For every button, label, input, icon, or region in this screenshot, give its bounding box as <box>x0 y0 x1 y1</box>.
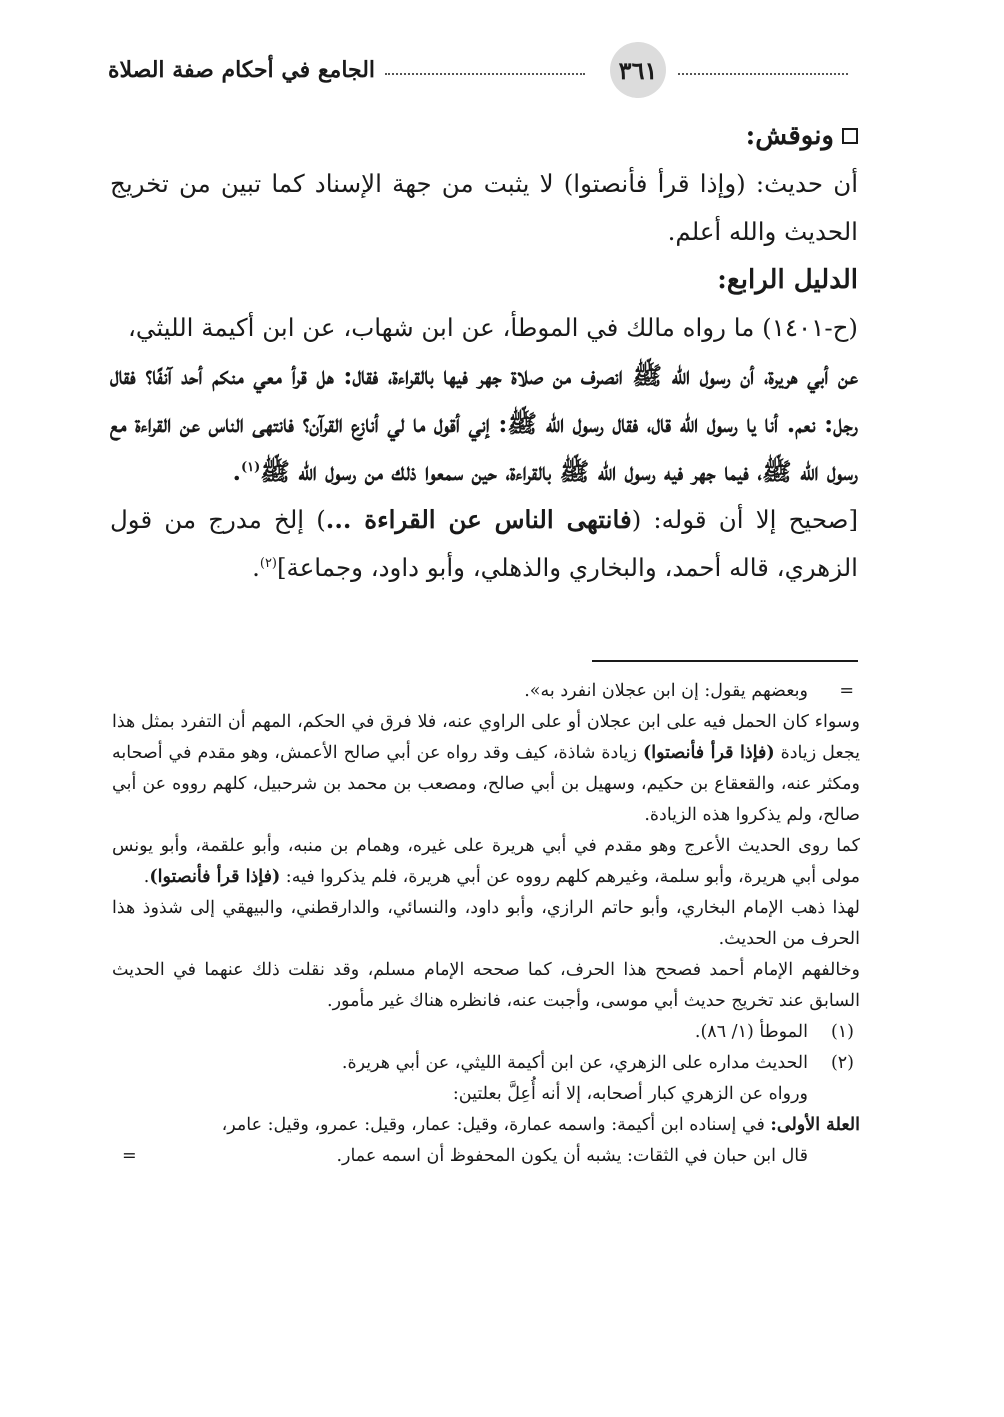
footnote-para2-b: . <box>143 867 150 887</box>
footnote-para1 <box>112 707 860 831</box>
footnote-2-illa <box>112 1110 860 1141</box>
illa-label: العلة الأولى: <box>770 1115 860 1135</box>
book-title: الجامع في أحكام صفة الصلاة <box>108 57 376 83</box>
footnote-para3: لهذا ذهب الإمام البخاري، وأبو حاتم الرازي، وأبو داود، والنسائي، والدارقطني، والبيهقي إلى شذوذ هذا الحرف من الحديث. <box>112 898 860 949</box>
header-dots-left <box>678 73 848 75</box>
footnote-continuation-line <box>112 676 860 707</box>
footnote-para2-bold: (فإذا قرأ فأنصتوا) <box>149 867 281 887</box>
footnote-para2-a: كما روى الحديث الأعرج وهو مقدم في أبي هريرة على غيره، وهمام بن منبه، وأبو علقمة، وأبو يونس مولى أبي هريرة، وأبو سلمة، وغيرهم كلهم رووه عن أبي هريرة، فلم يذكروا فيه: <box>112 836 860 887</box>
hadith-intro: (ح-١٤٠١) ما رواه مالك في الموطأ، عن ابن شهاب، عن ابن أكيمة الليثي، <box>127 313 858 342</box>
evidence-title: الدليل الرابع: <box>717 265 858 295</box>
header-title-group <box>108 57 585 83</box>
footnote-line1: وبعضهم يقول: إن ابن عجلان انفرد به». <box>524 681 808 701</box>
footnote-2-marker: (٢) <box>830 1053 854 1073</box>
footnote-1 <box>112 1017 860 1048</box>
footnote-para2 <box>112 831 860 893</box>
footnote-para1-bold: (فإذا قرأ فأنصتوا) <box>642 743 775 763</box>
grading-close: . <box>252 553 260 582</box>
continuation-marker: = <box>839 681 854 701</box>
square-bullet-icon <box>842 128 858 144</box>
footnote-2-last: قال ابن حبان في الثقات: يشبه أن يكون المحفوظ أن اسمه عمار. <box>336 1146 808 1166</box>
footnote-2-line2-row <box>112 1079 860 1110</box>
illa-text: في إسناده ابن أكيمة: واسمه عمارة، وقيل: عمار، وقيل: عمرو، وقيل: عامر، <box>221 1115 771 1135</box>
grading-bold: فانتهى الناس عن القراءة ... <box>325 505 632 534</box>
footnote-para1-b: زيادة شاذة، كيف وقد رواه عن أبي صالح الأعمش، وهو مقدم في أصحابه ومكثر عنه، والقعقاع بن حكيم، وسهيل بن أبي صالح، ومصعب بن محمد بن شرحبيل، كلهم رووه عن أبي صالح، ولم يذكروا هذه الزيادة. <box>112 743 860 825</box>
footnote-separator <box>592 660 858 662</box>
grading-start: [صحيح إلا أن قوله: ( <box>631 505 859 534</box>
grading-end: ) إلخ مدرج من قول الزهري، قاله أحمد، والبخاري والذهلي، وأبو داود، وجماعة] <box>110 505 858 582</box>
end-continuation-marker: = <box>122 1146 137 1166</box>
footnote-para1-a: وسواء كان الحمل فيه على ابن عجلان أو على الراوي عنه، فلا فرق في الحكم، المهم أن التفرد بمثل هذا يجعل زيادة <box>112 712 860 763</box>
footnote-1-marker: (١) <box>830 1022 854 1042</box>
header-number-group <box>610 42 848 98</box>
footnote-2-line2: ورواه عن الزهري كبار أصحابه، إلا أنه أُعِلَّ بعلتين: <box>452 1084 808 1104</box>
hadith-text-paragraph: عن أبي هريرة، أن رسول الله ﷺ انصرف من صلاة جهر فيها بالقراءة، فقال: هل قرأ معي منكم أحد آنفًا؟ فقال رجل: نعم. أنا يا رسول الله قال، فقال رسول الله ﷺ: إني أقول ما لي أنازع القرآن؟ فانتهى الناس عن القراءة مع رسول الله ﷺ، فيما جهر فيه رسول الله ﷺ بالقراءة، حين سمعوا ذلك من رسول الله ﷺ$^{(١)}$. <box>110 361 858 486</box>
discussion-paragraph: أن حديث: (وإذا قرأ فأنصتوا) لا يثبت من جهة الإسناد كما تبين من تخريج الحديث والله أعلم. <box>110 169 858 246</box>
footnote-2 <box>112 1048 860 1079</box>
footnote-ref-1[interactable]: (١) <box>241 459 261 475</box>
page-number: ٣٦١ <box>610 42 666 98</box>
page-header <box>108 42 848 98</box>
section-heading <box>110 112 858 160</box>
footnote-2-line1: الحديث مداره على الزهري، عن ابن أكيمة الليثي، عن أبي هريرة. <box>341 1053 808 1073</box>
section-title: ونوقش: <box>745 121 834 151</box>
header-dots-right <box>385 73 585 75</box>
main-text <box>110 112 858 592</box>
footnote-para4: وخالفهم الإمام أحمد فصحح هذا الحرف، كما صححه الإمام مسلم، وقد نقلت ذلك عنهما في الحديث السابق عند تخريج حديث أبي موسى، وأجبت عنه، فانظره هناك غير مأمور. <box>112 960 860 1011</box>
footnote-ref-2[interactable]: (٢) <box>259 555 277 571</box>
footnote-2-last-row <box>112 1141 860 1172</box>
footnote-1-text: الموطأ (١/ ٨٦). <box>694 1022 808 1042</box>
grading-paragraph <box>110 496 858 592</box>
hadith-text: عن أبي هريرة، أن رسول الله ﷺ انصرف من صلاة جهر فيها بالقراءة، فقال: هل قرأ معي منكم أحد آنفًا؟ فقال رجل: نعم. أنا يا رسول الله قال، فقال رسول الله ﷺ: إني أقول ما لي أنازع القرآن؟ فانتهى الناس عن القراءة مع رسول الله ﷺ، فيما جهر فيه رسول الله ﷺ بالقراءة، حين سمعوا ذلك من رسول الله ﷺ <box>110 361 858 486</box>
footnotes <box>112 676 860 1172</box>
